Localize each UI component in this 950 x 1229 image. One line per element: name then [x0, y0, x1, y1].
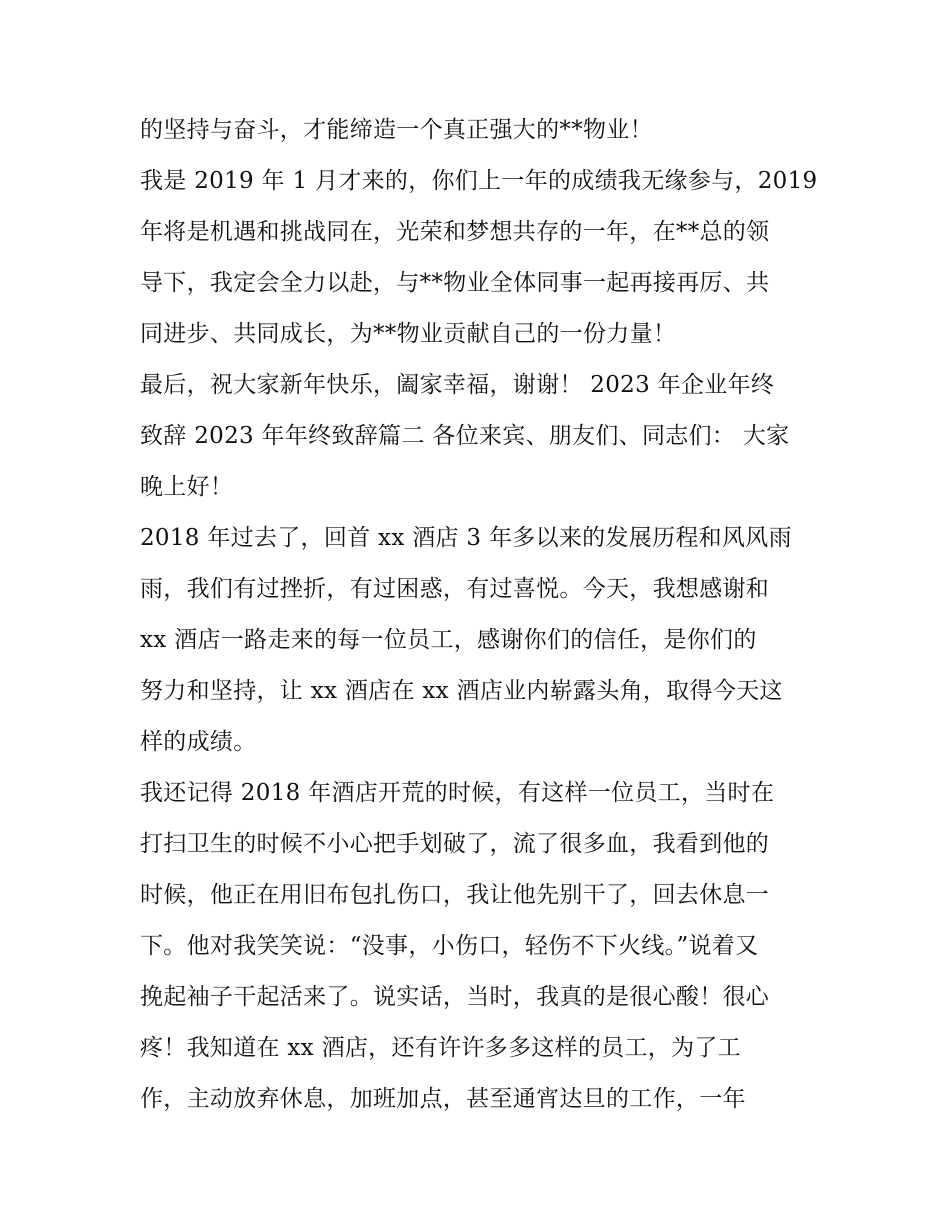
text-line: 年将是机遇和挑战同在，光荣和梦想共存的一年，在**总的领 — [140, 219, 770, 245]
text-line: 打扫卫生的时候不小心把手划破了，流了很多血，我看到他的 — [140, 831, 770, 857]
text-line: 疼！我知道在 xx 酒店，还有许许多多这样的员工，为了工 — [140, 1035, 741, 1061]
text-line: 样的成绩。 — [140, 729, 257, 755]
text-line: 致辞 2023 年年终致辞篇二 各位来宾、朋友们、同志们： 大家 — [140, 423, 790, 449]
text-line: 时候，他正在用旧布包扎伤口，我让他先别干了，回去休息一 — [140, 882, 770, 908]
text-line: 挽起袖子干起活来了。说实话，当时，我真的是很心酸！很心 — [140, 984, 770, 1010]
text-line: 晚上好！ — [140, 474, 234, 500]
text-line: 的坚持与奋斗，才能缔造一个真正强大的**物业！ — [140, 117, 653, 143]
text-line: 导下，我定会全力以赴，与**物业全体同事一起再接再厉、共 — [140, 270, 770, 296]
document-body — [140, 105, 820, 1125]
text-line: 雨，我们有过挫折，有过困惑，有过喜悦。今天，我想感谢和 — [140, 576, 770, 602]
text-line: 作，主动放弃休息，加班加点，甚至通宵达旦的工作，一年 — [140, 1086, 746, 1112]
text-line: 同进步、共同成长，为**物业贡献自己的一份力量！ — [140, 321, 677, 347]
text-line: 我是 2019 年 1 月才来的，你们上一年的成绩我无缘参与，2019 — [140, 168, 818, 194]
text-line: xx 酒店一路走来的每一位员工，感谢你们的信任，是你们的 — [140, 627, 757, 653]
text-line: 2018 年过去了，回首 xx 酒店 3 年多以来的发展历程和风风雨 — [140, 525, 792, 551]
text-line: 努力和坚持，让 xx 酒店在 xx 酒店业内崭露头角，取得今天这 — [140, 678, 783, 704]
text-line: 下。他对我笑笑说：“没事，小伤口，轻伤不下火线。”说着又 — [140, 933, 759, 959]
text-line: 我还记得 2018 年酒店开荒的时候，有这样一位员工，当时在 — [140, 780, 775, 806]
text-line: 最后，祝大家新年快乐，阖家幸福，谢谢！ 2023 年企业年终 — [140, 372, 775, 398]
